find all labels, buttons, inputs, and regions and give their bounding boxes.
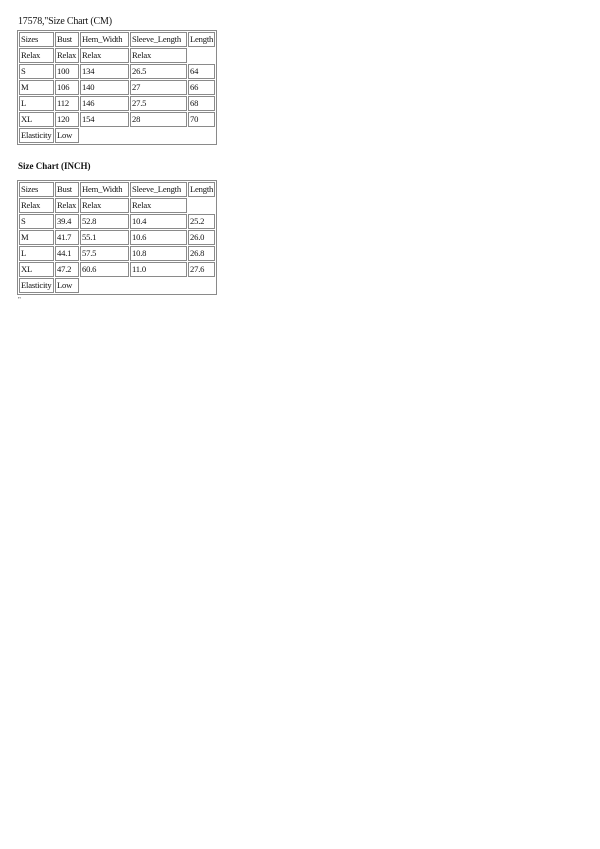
value-cell: 28 xyxy=(130,112,187,127)
value-cell: 10.6 xyxy=(130,230,187,245)
header-cell-sleeve-length: Sleeve_Length xyxy=(130,182,187,197)
value-cell: 70 xyxy=(188,112,215,127)
table-row xyxy=(19,246,215,261)
value-cell: 120 xyxy=(55,112,79,127)
elasticity-row xyxy=(19,278,215,293)
value-cell: 25.2 xyxy=(188,214,215,229)
empty-cell xyxy=(80,128,129,143)
elasticity-label: Elasticity xyxy=(19,128,54,143)
table-row xyxy=(19,262,215,277)
size-cell: L xyxy=(19,246,54,261)
elasticity-row xyxy=(19,128,215,143)
value-cell: 112 xyxy=(55,96,79,111)
product-header: 17578,"Size Chart (CM) xyxy=(18,16,112,27)
fit-cell: Relax xyxy=(55,198,79,213)
fit-row xyxy=(19,48,215,63)
value-cell: 55.1 xyxy=(80,230,129,245)
fit-cell: Relax xyxy=(130,48,187,63)
elasticity-value: Low xyxy=(55,128,79,143)
value-cell: 11.0 xyxy=(130,262,187,277)
header-cell-sizes: Sizes xyxy=(19,182,54,197)
size-cell: S xyxy=(19,64,54,79)
fit-cell: Relax xyxy=(130,198,187,213)
size-cell: S xyxy=(19,214,54,229)
trailing-quote-mark: " xyxy=(18,296,21,304)
header-cell-hem-width: Hem_Width xyxy=(80,32,129,47)
table-row xyxy=(19,112,215,127)
value-cell: 106 xyxy=(55,80,79,95)
value-cell: 26.5 xyxy=(130,64,187,79)
empty-cell xyxy=(188,278,215,293)
fit-cell: Relax xyxy=(55,48,79,63)
header-cell-bust: Bust xyxy=(55,182,79,197)
size-chart-cm-table xyxy=(17,30,217,145)
table-row xyxy=(19,230,215,245)
table-row xyxy=(19,96,215,111)
fit-cell: Relax xyxy=(80,198,129,213)
header-cell-hem-width: Hem_Width xyxy=(80,182,129,197)
value-cell: 27.5 xyxy=(130,96,187,111)
value-cell: 60.6 xyxy=(80,262,129,277)
header-cell-length: Length xyxy=(188,32,215,47)
size-chart-inch-table xyxy=(17,180,217,295)
empty-cell xyxy=(80,278,129,293)
value-cell: 100 xyxy=(55,64,79,79)
header-cell-sizes: Sizes xyxy=(19,32,54,47)
value-cell: 41.7 xyxy=(55,230,79,245)
table-header-row xyxy=(19,32,215,47)
value-cell: 154 xyxy=(80,112,129,127)
table-row xyxy=(19,80,215,95)
value-cell: 140 xyxy=(80,80,129,95)
value-cell: 39.4 xyxy=(55,214,79,229)
empty-cell xyxy=(130,278,187,293)
value-cell: 68 xyxy=(188,96,215,111)
fit-cell: Relax xyxy=(19,48,54,63)
size-cell: M xyxy=(19,230,54,245)
value-cell: 47.2 xyxy=(55,262,79,277)
fit-cell-empty xyxy=(188,198,215,213)
size-cell: XL xyxy=(19,262,54,277)
value-cell: 64 xyxy=(188,64,215,79)
fit-cell-empty xyxy=(188,48,215,63)
document-page xyxy=(18,16,578,304)
size-cell: M xyxy=(19,80,54,95)
value-cell: 52.8 xyxy=(80,214,129,229)
elasticity-label: Elasticity xyxy=(19,278,54,293)
value-cell: 26.8 xyxy=(188,246,215,261)
value-cell: 27.6 xyxy=(188,262,215,277)
empty-cell xyxy=(188,128,215,143)
table-header-row xyxy=(19,182,215,197)
value-cell: 26.0 xyxy=(188,230,215,245)
table-row xyxy=(19,214,215,229)
header-cell-length: Length xyxy=(188,182,215,197)
value-cell: 146 xyxy=(80,96,129,111)
size-cell: XL xyxy=(19,112,54,127)
fit-cell: Relax xyxy=(19,198,54,213)
value-cell: 66 xyxy=(188,80,215,95)
value-cell: 10.4 xyxy=(130,214,187,229)
value-cell: 27 xyxy=(130,80,187,95)
fit-cell: Relax xyxy=(80,48,129,63)
elasticity-value: Low xyxy=(55,278,79,293)
empty-cell xyxy=(130,128,187,143)
header-cell-bust: Bust xyxy=(55,32,79,47)
fit-row xyxy=(19,198,215,213)
value-cell: 57.5 xyxy=(80,246,129,261)
value-cell: 134 xyxy=(80,64,129,79)
header-cell-sleeve-length: Sleeve_Length xyxy=(130,32,187,47)
value-cell: 44.1 xyxy=(55,246,79,261)
size-cell: L xyxy=(19,96,54,111)
value-cell: 10.8 xyxy=(130,246,187,261)
table-row xyxy=(19,64,215,79)
inch-section-title: Size Chart (INCH) xyxy=(18,161,91,171)
